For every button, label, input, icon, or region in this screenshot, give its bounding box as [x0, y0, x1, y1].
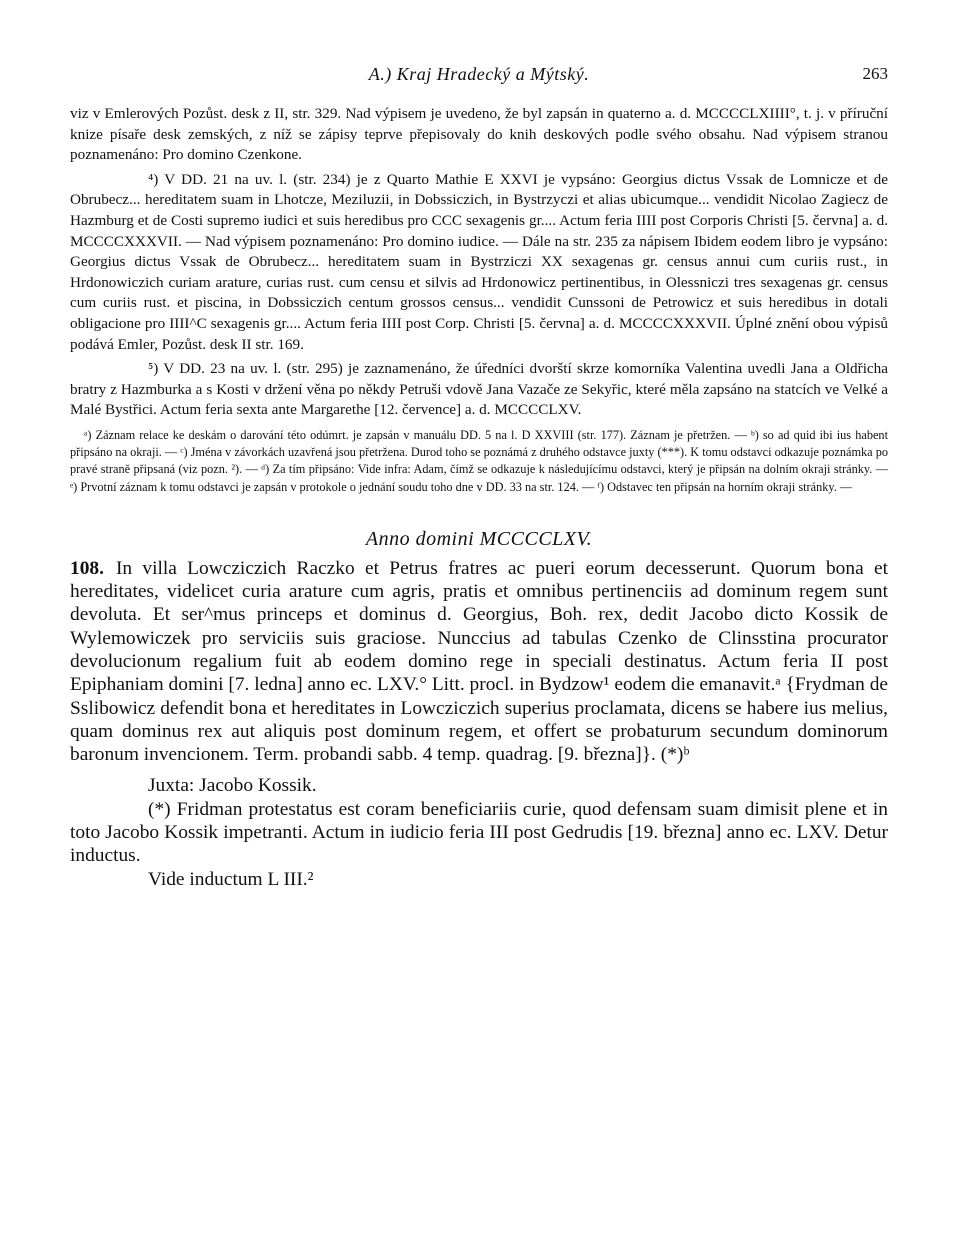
vide-line: Vide inductum L III.² — [148, 868, 314, 890]
document-page — [70, 62, 888, 891]
footnotes-block — [70, 104, 888, 421]
entry-paragraph — [70, 557, 888, 767]
critical-apparatus — [70, 427, 888, 496]
footnote-continued: viz v Emlerových Pozůst. desk z II, str. 329. Nad výpisem je uvedeno, že byl zapsán in quaterno a. d. MCCCCLXIIII°, t. j. v příruční knize písaře desk zemských, z níž se zápisy teprve přepisovaly do knih deskových podle svého obsahu. Nad výpisem stranou poznamenáno: Pro domino Czenkone. — [70, 105, 888, 164]
footnote-5: ⁵) V DD. 23 na uv. l. (str. 295) je zaznamenáno, že úředníci dvorští skrze komorníka Valentina uvedli Jana a Oldřicha bratry z Hazmburka a s Kosti v držení věna po někdy Petruši vdově Jana Vazače ze Sekyřic, které měla zapsáno na statcích ve Velké a Malé Bystřici. Actum feria sexta ante Margarethe [12. července] a. d. MCCCCLXV. — [70, 360, 888, 419]
running-title: A.) Kraj Hradecký a Mýtský. — [368, 64, 590, 84]
entry-number: 108. — [70, 557, 104, 579]
entry-108 — [70, 557, 888, 891]
year-heading: Anno domini MCCCCLXV. — [365, 527, 593, 550]
footnote-4: ⁴) V DD. 21 na uv. l. (str. 234) je z Quarto Mathie E XXVI je vypsáno: Georgius dictus Vssak de Lomnicze et de Obrubecz... hereditatem suam in Lhotcze, Meziluzii, in Dobssiczich, in Bystrzyczi et alias ubicumque... vendidit Nicolao Zagiecz de Hazmburg et de Costi supremo iudici et suis heredibus pro CCC sexagenis gr.... Actum feria IIII post Corporis Christi [5. června] a. d. MCCCCXXXVII. — Nad výpisem poznamenáno: Pro domino iudice. — Dále na str. 235 za nápisem Ibidem eodem libro je vypsáno: Georgius dictus Vssak de Obrubecz... hereditatem suam in Bystrziczi XX sexagenas gr. census annui cum curiis rust., in Hrdonowiczich curiam arature, curias rust. cum censu et silvis ad Hrdonowicz pertinentibus, in Olessniczi tres sexagenas gr. census cum curiis rust. et piscina, in Dobssiczich centum grossos census... vendidit Cunssoni de Petrowicz et suis heredibus in dotali obligacione pro IIII^C sexagenis gr.... Actum feria IIII post Corp. Christi [5. června] a. d. MCCCCXXXVII. Úplné znění obou výpisů podává Emler, Pozůst. desk II str. 169. — [70, 170, 888, 353]
page-header — [70, 62, 888, 88]
page-number: 263 — [862, 64, 888, 83]
apparatus-notes: ᵃ) Záznam relace ke deskám o darování této odúmrt. je zapsán v manuálu DD. 5 na l. D XXVIII (str. 177). Záznam je přetržen. — ᵇ) so ad quid ibi ius habent připsáno na okraji. — ᶜ) Jména v závorkách uzavřená jsou přetržena. Durod toho se poznámá z druhého odstavce juxty (***). K tomu odstavci odkazuje poznámka po pravé straně připsaná (viz pozn. ²). — ᵈ) Za tím připsáno: Vide infra: Adam, čímž se odkazuje k následujícímu odstavci, který je připsán na dolním okraji stránky. — ᵉ) Prvotní záznam k tomu odstavci je zapsán v protokole o jednání soudu toho dne v DD. 33 na str. 124. — ᶠ) Odstavec ten připsán na horním okraji stránky. — — [70, 427, 888, 494]
protest-paragraph: (*) Fridman protestatus est coram beneficiariis curie, quod defensam suam dimisit plene et in toto Jacobo Kossik impetranti. Actum in iudicio feria III post Gedrudis [19. března] anno ec. LXV. Detur inductus. — [70, 798, 888, 867]
juxta-line: Juxta: Jacobo Kossik. — [148, 775, 317, 797]
entry-text: In villa Lowcziczich Raczko et Petrus fratres ac pueri eorum decesserunt. Quorum bona et hereditates, videlicet curia arature cum agris, pratis et omnibus pertinenciis ad dominum regem sunt devoluta. Et ser^mus princeps et dominus d. Georgius, Boh. rex, dedit Jacobo dicto Kossik de Wylemowiczek pro serviciis suis graciose. Nunccius ad tabulas Czenko de Clinsstina procurator devolucionum regalium fuit ab eodem domino rege in speciali destinatus. Actum feria II post Epiphaniam domini [7. ledna] anno ec. LXV.° Litt. procl. in Bydzow¹ eodem die emanavit.ᵃ {Frydman de Sslibowicz defendit bona et hereditates in Lowcziczich superius proclamata, dicens se habere ius melius, quam dominus rex aut aliquis post dominum regem, et offert se probaturum secundum dominorum baronum invencionem. Term. probandi sabb. 4 temp. quadrag. [9. března]}. (*)ᵇ — [70, 557, 888, 766]
